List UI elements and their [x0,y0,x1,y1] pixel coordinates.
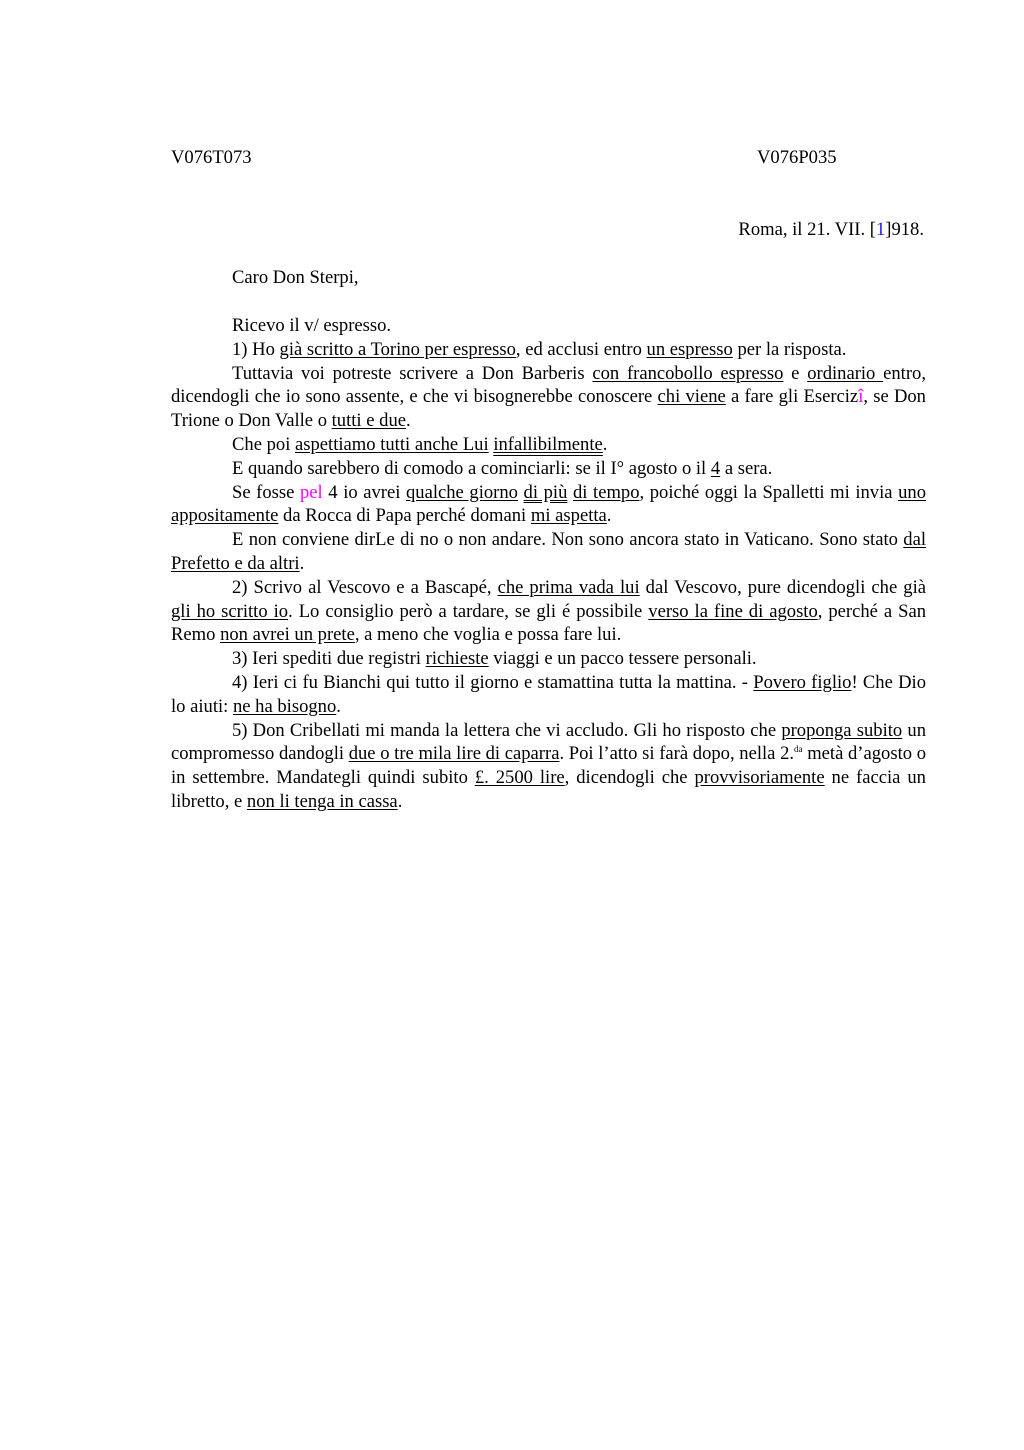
underlined-text: che prima vada lui [497,576,640,598]
underlined-text: verso la fine di agosto [648,600,818,622]
underlined-text: non li tenga in cassa [246,790,398,812]
paragraph-6: Se fosse pel 4 io avrei qualche giorno di più di tempo, poiché oggi la Spalletti mi invia uno appositamente da Rocca di Papa perché domani mi aspetta. [171,481,926,527]
underlined-text: tutti e due [331,410,406,432]
paragraph-11: 5) Don Cribellati mi manda la lettera che vi accludo. Gli ho risposto che proponga subito un compromesso dandogli due o tre mila lire di caparra. Poi l’atto si farà dopo, nella 2.$^{da}$ metà d’agosto o in settembre. Mandategli quindi subito £. 2500 lire, dicendogli che provvisoriamente ne faccia un libretto, e non li tenga in cassa. [171,719,927,812]
underlined-text: di tempo [572,481,640,503]
editorial-accent: î [858,386,864,408]
underlined-text: uno appositamente [171,481,926,527]
paragraph-2: 1) Ho già scritto a Torino per espresso, ed acclusi entro un espresso per la risposta. [232,338,847,360]
underlined-text: un espresso [646,338,733,360]
underlined-text: ne ha bisogno [232,695,337,717]
underlined-text: provvisoriamente [694,767,825,789]
underlined-text: chi viene [657,386,726,408]
underlined-text: con francobollo espresso [592,362,784,384]
ordinal-superscript: da [794,744,803,755]
date-editorial-digit: 1 [875,219,886,240]
underlined-text: ordinario [807,362,884,384]
underlined-text: non avrei un prete [220,624,355,646]
underlined-text: qualche giorno [406,481,518,503]
double-underlined-text: infallibilmente [493,433,603,455]
editorial-word: pel [300,481,323,503]
paragraph-8: 2) Scrivo al Vescovo e a Bascapé, che prima vada lui dal Vescovo, pure dicendogli che già gli ho scritto io. Lo consiglio però a tardare, se gli é possibile verso la fine di agosto, perché a San Remo non avrei un prete, a meno che voglia e possa fare lui. [171,576,927,646]
text-with-editorial-mark: a fare gli Esercizî [725,386,864,408]
paragraph-9: 3) Ieri spediti due registri richieste viaggi e un pacco tessere personali. [232,648,757,670]
underlined-text: aspettiamo tutti anche Lui [295,433,489,455]
underlined-text: dal Prefetto e da altri [171,529,926,574]
letter-body [171,314,926,814]
paragraph-1: Ricevo il v/ espresso. [232,315,392,336]
paragraph-10: 4) Ieri ci fu Bianchi qui tutto il giorno e stamattina tutta la mattina. - Povero figlio! Che Dio lo aiuti: ne ha bisogno. [171,671,927,717]
underlined-text: già scritto a Torino per espresso [279,338,516,360]
date-suffix: ]918. [885,219,924,240]
underlined-text: due o tre mila lire di caparra [348,743,560,765]
volume-code-left: V076T073 [171,147,252,168]
date-prefix: Roma, il 21. VII. [ [738,219,876,240]
underlined-text: proponga subito [781,719,903,741]
underlined-text: mi aspetta [530,505,607,527]
paragraph-4: Che poi aspettiamo tutti anche Lui infallibilmente. [232,433,608,455]
underlined-text: 4 [710,457,721,479]
letter-date [738,218,924,242]
paragraph-5: E quando sarebbero di comodo a cominciarli: se il I° agosto o il 4 a sera. [232,457,773,479]
paragraph-7: E non conviene dirLe di no o non andare. Non sono ancora stato in Vaticano. Sono stato dal Prefetto e da altri. [171,529,926,574]
salutation: Caro Don Sterpi, [232,267,359,288]
paragraph-3: Tuttavia voi potreste scrivere a Don Barberis con francobollo espresso e ordinario entro, dicendogli che io sono assente, e che vi bisognerebbe conoscere chi viene a fare gli Esercizî, se Don Trione o Don Valle o tutti e due. [171,362,926,432]
underlined-text: £. 2500 lire [474,767,565,789]
underlined-text: gli ho scritto io [171,600,289,622]
underlined-text: Povero figlio [753,671,852,693]
underlined-text: richieste [425,648,489,670]
double-underlined-text: di più [523,481,568,503]
volume-code-right: V076P035 [757,147,837,168]
